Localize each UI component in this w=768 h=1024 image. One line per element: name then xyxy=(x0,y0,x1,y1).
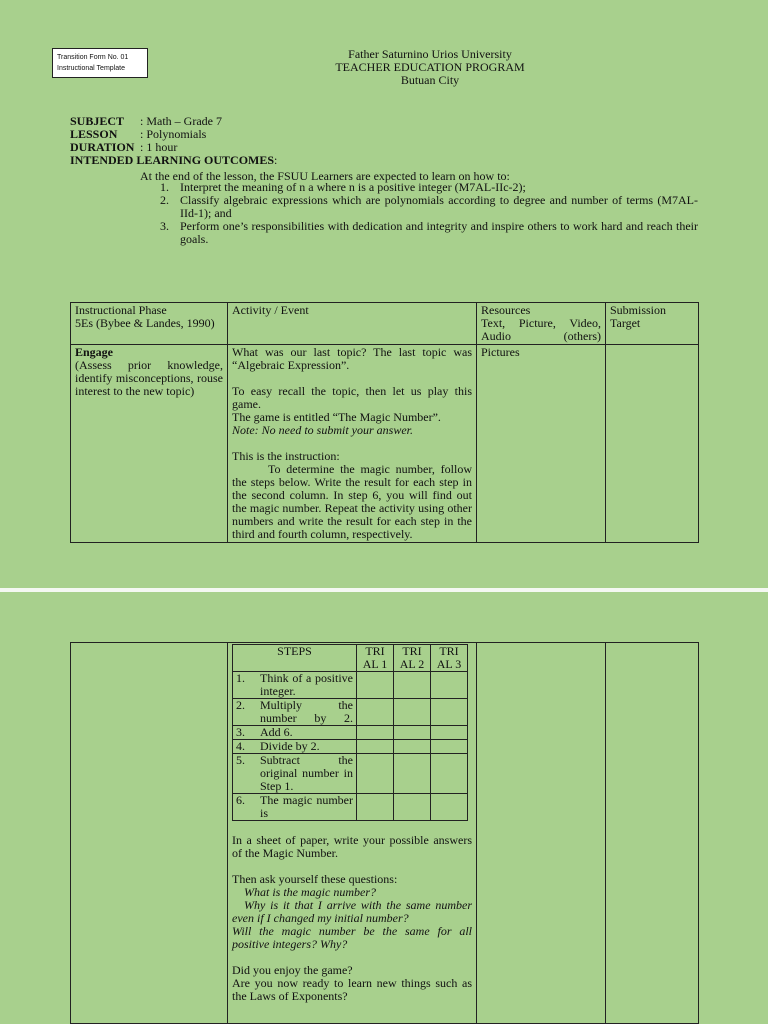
table-header-row xyxy=(71,303,699,345)
step-row: 1. Think of a positive integer. xyxy=(233,672,468,699)
engage-submission-cell xyxy=(606,345,699,543)
question-1: What is the magic number? xyxy=(244,885,376,899)
lesson-plan-table xyxy=(70,302,699,543)
closing-question-2: Are you now ready to learn new things such as the Laws of Exponents? xyxy=(232,976,472,1003)
engage-row xyxy=(71,345,699,543)
ilo-heading: INTENDED LEARNING OUTCOMES xyxy=(70,153,275,167)
outcome-item: 1. Interpret the meaning of n a where n is a positive integer (M7AL-IIc-2); xyxy=(160,180,526,194)
phase-header: Instructional Phase 5Es (Bybee & Landes, 1990) xyxy=(71,303,228,345)
trial-3-header: TRI AL 3 xyxy=(431,645,468,672)
questions-intro: Then ask yourself these questions: xyxy=(232,872,398,886)
outcome-item: 3. Perform one’s responsibilities with dedication and integrity and inspire others to work hard and reach their goals. xyxy=(160,219,698,246)
duration-value: : 1 hour xyxy=(140,140,178,154)
form-template: Instructional Template xyxy=(57,65,125,72)
city-name: Butuan City xyxy=(400,73,460,87)
activity-cell-continued xyxy=(228,643,477,1024)
outcomes-list xyxy=(160,181,698,246)
resources-header: Resources Text, Picture, Video, Audio (others) xyxy=(477,303,606,345)
submission-cell-continued xyxy=(606,643,699,1024)
subject-label: SUBJECT xyxy=(70,114,125,128)
step-row: 6. The magic number is xyxy=(233,794,468,821)
duration-label: DURATION xyxy=(70,140,135,154)
lesson-plan-table-continued xyxy=(70,642,699,1024)
engage-description: (Assess prior knowledge, identify misconceptions, rouse interest to the new topic) xyxy=(75,358,223,398)
document-header xyxy=(230,48,630,87)
outcome-item: 2. Classify algebraic expressions which are polynomials according to degree and number of terms (M7AL-IId-1); and xyxy=(160,193,698,220)
closing-question-1: Did you enjoy the game? xyxy=(232,963,353,977)
trial-1-header: TRI AL 1 xyxy=(357,645,394,672)
engage-phase-cell xyxy=(71,345,228,543)
program-name: TEACHER EDUCATION PROGRAM xyxy=(335,60,525,74)
step-row: 5. Subtract the original number in Step 1. xyxy=(233,754,468,794)
engage-continued-row xyxy=(71,643,699,1024)
step-row: 2. Multiply the number by 2. xyxy=(233,699,468,726)
step-row: 4. Divide by 2. xyxy=(233,740,468,754)
question-3: Will the magic number be the same for all positive integers? Why? xyxy=(232,924,472,951)
form-label-box xyxy=(52,48,148,78)
engage-resources-cell: Pictures xyxy=(477,345,606,543)
ilo-colon: : xyxy=(274,153,278,167)
step-row: 3. Add 6. xyxy=(233,726,468,740)
lesson-label: LESSON xyxy=(70,127,118,141)
trial-2-header: TRI AL 2 xyxy=(394,645,431,672)
engage-activity-cell: What was our last topic? The last topic was “Algebraic Expression”. To easy recall the topic, then let us play this game. The game is entitled “The Magic Number”. Note: No need to submit your answer. This is the instruction: To determine the magic number, follow the steps below. Write the result for each step in the second column. In step 6, you will find out the magic number. Repeat the activity using other numbers and write the result for each step in the third and fourth column, respectively. xyxy=(228,345,477,543)
form-number: Transition Form No. 01 xyxy=(57,54,129,61)
outcomes-intro: At the end of the lesson, the FSUU Learners are expected to learn on how to: xyxy=(140,169,510,183)
resources-cell-continued xyxy=(477,643,606,1024)
lesson-meta xyxy=(70,115,277,167)
engage-title: Engage xyxy=(75,345,114,359)
magic-number-steps-table xyxy=(232,644,468,821)
university-name: Father Saturnino Urios University xyxy=(348,47,512,61)
page-2 xyxy=(0,592,768,1024)
activity-header: Activity / Event xyxy=(228,303,477,345)
answer-instruction: In a sheet of paper, write your possible answers of the Magic Number. xyxy=(232,833,472,860)
question-2: Why is it that I arrive with the same number even if I changed my initial number? xyxy=(232,898,472,925)
phase-cell-continued xyxy=(71,643,228,1024)
steps-header: STEPS xyxy=(233,645,357,672)
lesson-value: : Polynomials xyxy=(140,127,207,141)
steps-header-row xyxy=(233,645,468,672)
submission-header: Submission Target xyxy=(606,303,699,345)
subject-value: : Math – Grade 7 xyxy=(140,114,222,128)
